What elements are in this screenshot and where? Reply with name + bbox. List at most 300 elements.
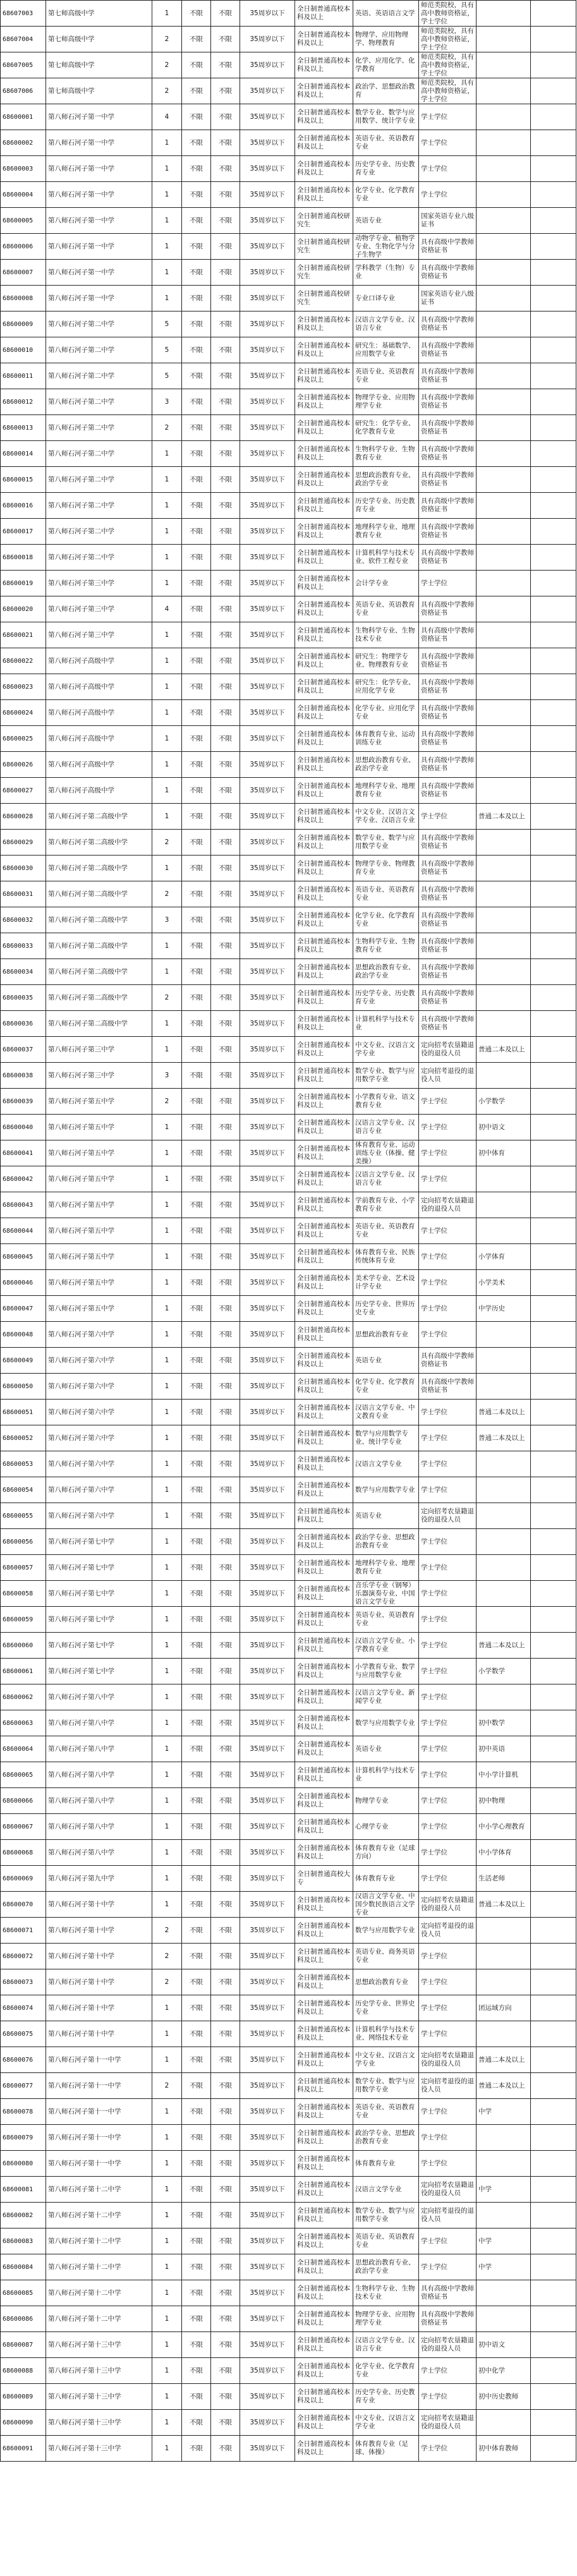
age-cell: 35周岁以下 xyxy=(240,1710,295,1736)
major-cell: 英语专业、英语教育专业 xyxy=(353,2228,419,2254)
education-cell: 全日制普通高校本科及以上 xyxy=(295,1529,353,1555)
employer-cell: 第八师石河子第十中学 xyxy=(46,1944,152,1969)
employer-cell: 第八师石河子第八中学 xyxy=(46,1814,152,1840)
extra-cell xyxy=(531,1218,576,1244)
education-cell: 全日制普通高校本科及以上 xyxy=(295,1969,353,1995)
table-row xyxy=(1,1503,576,1529)
age-cell: 35周岁以下 xyxy=(240,389,295,415)
extra-cell xyxy=(531,1788,576,1814)
requirement-cell: 具有高级中学教师资格证书 xyxy=(419,234,477,260)
major-cell: 地理科学专业、地理教育专业 xyxy=(353,778,419,804)
employer-cell: 第八师石河子第八中学 xyxy=(46,1762,152,1788)
employer-cell: 第八师石河子第二高级中学 xyxy=(46,933,152,959)
education-cell: 全日制普通高校本科及以上 xyxy=(295,156,353,182)
extra-cell xyxy=(531,2099,576,2125)
gender-cell: 不限 xyxy=(182,1762,211,1788)
remark-cell: 小学美术 xyxy=(477,1270,531,1296)
position-code-cell: 68600017 xyxy=(1,519,46,545)
education-cell: 全日制普通高校本科及以上 xyxy=(295,1944,353,1969)
remark-cell xyxy=(477,1348,531,1374)
table-row xyxy=(1,286,576,311)
extra-cell xyxy=(531,1037,576,1063)
position-code-cell: 68600066 xyxy=(1,1788,46,1814)
remark-cell: 初中英语 xyxy=(477,1736,531,1762)
table-row xyxy=(1,234,576,260)
age-cell: 35周岁以下 xyxy=(240,1192,295,1218)
extra-cell xyxy=(531,700,576,726)
employer-cell: 第八师石河子第二中学 xyxy=(46,519,152,545)
age-cell: 35周岁以下 xyxy=(240,1969,295,1995)
position-code-cell: 68600032 xyxy=(1,907,46,933)
age-cell: 35周岁以下 xyxy=(240,856,295,881)
headcount-cell: 1 xyxy=(152,2436,182,2462)
table-row xyxy=(1,571,576,596)
remark-cell: 初中物理 xyxy=(477,1788,531,1814)
ethnicity-cell: 不限 xyxy=(211,311,240,337)
age-cell: 35周岁以下 xyxy=(240,674,295,700)
headcount-cell: 1 xyxy=(152,1400,182,1425)
major-cell: 数学专业、数学与应用数学专业 xyxy=(353,1063,419,1089)
extra-cell xyxy=(531,959,576,985)
remark-cell xyxy=(477,104,531,130)
employer-cell: 第八师石河子第二高级中学 xyxy=(46,804,152,830)
requirement-cell: 学士学位 xyxy=(419,1555,477,1581)
headcount-cell: 1 xyxy=(152,674,182,700)
requirement-cell: 学士学位 xyxy=(419,2384,477,2410)
ethnicity-cell: 不限 xyxy=(211,1503,240,1529)
major-cell: 生物科学专业、生物技术专业 xyxy=(353,2280,419,2306)
requirement-cell: 学士学位 xyxy=(419,1451,477,1477)
ethnicity-cell: 不限 xyxy=(211,493,240,519)
major-cell: 汉语言文学专业、汉语言专业 xyxy=(353,311,419,337)
headcount-cell: 1 xyxy=(152,1,182,27)
gender-cell: 不限 xyxy=(182,1944,211,1969)
employer-cell: 第八师石河子第七中学 xyxy=(46,1581,152,1607)
table-row xyxy=(1,2047,576,2073)
headcount-cell: 1 xyxy=(152,778,182,804)
major-cell: 汉语言文学专业、汉语言专业 xyxy=(353,1166,419,1192)
ethnicity-cell: 不限 xyxy=(211,674,240,700)
table-row xyxy=(1,674,576,700)
gender-cell: 不限 xyxy=(182,104,211,130)
extra-cell xyxy=(531,208,576,234)
headcount-cell: 1 xyxy=(152,260,182,286)
table-row xyxy=(1,1063,576,1089)
remark-cell xyxy=(477,1684,531,1710)
education-cell: 全日制普通高校本科及以上 xyxy=(295,959,353,985)
position-code-cell: 68600087 xyxy=(1,2332,46,2358)
employer-cell: 第八师石河子第五中学 xyxy=(46,1089,152,1115)
table-row xyxy=(1,78,576,104)
requirement-cell: 具有高级中学教师资格证书 xyxy=(419,752,477,778)
major-cell: 学科教学（生物）专业 xyxy=(353,260,419,286)
ethnicity-cell: 不限 xyxy=(211,648,240,674)
age-cell: 35周岁以下 xyxy=(240,2410,295,2436)
position-code-cell: 68600090 xyxy=(1,2410,46,2436)
requirement-cell: 具有高级中学教师资格证书 xyxy=(419,415,477,441)
headcount-cell: 2 xyxy=(152,52,182,78)
extra-cell xyxy=(531,907,576,933)
requirement-cell: 具有高级中学教师资格证书 xyxy=(419,441,477,467)
education-cell: 全日制普通高校本科及以上 xyxy=(295,130,353,156)
ethnicity-cell: 不限 xyxy=(211,2125,240,2151)
education-cell: 全日制普通高校本科及以上 xyxy=(295,1995,353,2021)
headcount-cell: 2 xyxy=(152,1089,182,1115)
gender-cell: 不限 xyxy=(182,2073,211,2099)
headcount-cell: 1 xyxy=(152,1451,182,1477)
education-cell: 全日制普通高校本科及以上 xyxy=(295,1892,353,1918)
headcount-cell: 1 xyxy=(152,804,182,830)
age-cell: 35周岁以下 xyxy=(240,2177,295,2203)
employer-cell: 第八师石河子第二中学 xyxy=(46,363,152,389)
headcount-cell: 1 xyxy=(152,1348,182,1374)
ethnicity-cell: 不限 xyxy=(211,752,240,778)
table-row xyxy=(1,1659,576,1684)
remark-cell xyxy=(477,156,531,182)
education-cell: 全日制普通高校本科及以上 xyxy=(295,1477,353,1503)
employer-cell: 第八师石河子第三中学 xyxy=(46,622,152,648)
gender-cell: 不限 xyxy=(182,208,211,234)
remark-cell xyxy=(477,856,531,881)
position-code-cell: 68600020 xyxy=(1,596,46,622)
education-cell: 全日制普通高校研究生 xyxy=(295,234,353,260)
headcount-cell: 1 xyxy=(152,1115,182,1140)
table-row xyxy=(1,27,576,52)
major-cell: 体育教育专业 xyxy=(353,1866,419,1892)
headcount-cell: 1 xyxy=(152,2125,182,2151)
table-row xyxy=(1,596,576,622)
remark-cell xyxy=(477,2203,531,2228)
education-cell: 全日制普通高校研究生 xyxy=(295,286,353,311)
extra-cell xyxy=(531,1866,576,1892)
age-cell: 35周岁以下 xyxy=(240,2436,295,2462)
major-cell: 汉语言文学专业 xyxy=(353,1451,419,1477)
headcount-cell: 1 xyxy=(152,1840,182,1866)
position-code-cell: 68600084 xyxy=(1,2254,46,2280)
position-code-cell: 68600035 xyxy=(1,985,46,1011)
gender-cell: 不限 xyxy=(182,156,211,182)
major-cell: 英语专业 xyxy=(353,208,419,234)
major-cell: 历史学专业、历史教育专业 xyxy=(353,493,419,519)
gender-cell: 不限 xyxy=(182,1659,211,1684)
education-cell: 全日制普通高校本科及以上 xyxy=(295,985,353,1011)
requirement-cell: 定向招考农垦籍退役的退役人员 xyxy=(419,2177,477,2203)
requirement-cell: 定向招考农垦籍退役的退役人员 xyxy=(419,2332,477,2358)
gender-cell: 不限 xyxy=(182,2125,211,2151)
requirement-cell: 学士学位 xyxy=(419,2151,477,2177)
major-cell: 体育教育专业 xyxy=(353,2151,419,2177)
age-cell: 35周岁以下 xyxy=(240,1244,295,1270)
headcount-cell: 1 xyxy=(152,1477,182,1503)
employer-cell: 第八师石河子第一中学 xyxy=(46,208,152,234)
requirement-cell: 具有高级中学教师资格证书 xyxy=(419,985,477,1011)
ethnicity-cell: 不限 xyxy=(211,907,240,933)
education-cell: 全日制普通高校本科及以上 xyxy=(295,1348,353,1374)
gender-cell: 不限 xyxy=(182,571,211,596)
employer-cell: 第八师石河子高级中学 xyxy=(46,700,152,726)
major-cell: 思想政治教育专业 xyxy=(353,1969,419,1995)
position-code-cell: 68600008 xyxy=(1,286,46,311)
requirement-cell: 学士学位 xyxy=(419,1710,477,1736)
remark-cell: 生活老师 xyxy=(477,1866,531,1892)
position-code-cell: 68600051 xyxy=(1,1400,46,1425)
employer-cell: 第八师石河子第三中学 xyxy=(46,1063,152,1089)
education-cell: 全日制普通高校本科及以上 xyxy=(295,674,353,700)
table-row xyxy=(1,1892,576,1918)
remark-cell: 初中语文 xyxy=(477,2332,531,2358)
requirement-cell: 具有高级中学教师资格证书 xyxy=(419,545,477,571)
position-code-cell: 68600019 xyxy=(1,571,46,596)
major-cell: 数学与应用数学专业、统计学专业 xyxy=(353,1425,419,1451)
major-cell: 汉语言文学专业、中文教育专业 xyxy=(353,1400,419,1425)
headcount-cell: 1 xyxy=(152,1814,182,1840)
ethnicity-cell: 不限 xyxy=(211,1840,240,1866)
remark-cell: 中学 xyxy=(477,2228,531,2254)
education-cell: 全日制普通高校本科及以上 xyxy=(295,1063,353,1089)
extra-cell xyxy=(531,648,576,674)
ethnicity-cell: 不限 xyxy=(211,1477,240,1503)
table-row xyxy=(1,1192,576,1218)
major-cell: 思想政治教育专业、政治学专业 xyxy=(353,2254,419,2280)
extra-cell xyxy=(531,2410,576,2436)
position-code-cell: 68600072 xyxy=(1,1944,46,1969)
requirement-cell: 学士学位 xyxy=(419,104,477,130)
major-cell: 数学与应用数学专业 xyxy=(353,1918,419,1944)
employer-cell: 第七师高级中学 xyxy=(46,27,152,52)
major-cell: 研究生：化学专业、化学教育专业 xyxy=(353,415,419,441)
headcount-cell: 2 xyxy=(152,1969,182,1995)
education-cell: 全日制普通高校本科及以上 xyxy=(295,1659,353,1684)
position-code-cell: 68600060 xyxy=(1,1633,46,1659)
table-row xyxy=(1,182,576,208)
employer-cell: 第八师石河子第二中学 xyxy=(46,441,152,467)
education-cell: 全日制普通高校本科及以上 xyxy=(295,1710,353,1736)
education-cell: 全日制普通高校本科及以上 xyxy=(295,804,353,830)
requirement-cell: 定向招考退役的退役人员 xyxy=(419,2203,477,2228)
remark-cell xyxy=(477,2410,531,2436)
remark-cell xyxy=(477,1166,531,1192)
gender-cell: 不限 xyxy=(182,286,211,311)
age-cell: 35周岁以下 xyxy=(240,519,295,545)
table-row xyxy=(1,985,576,1011)
remark-cell xyxy=(477,1607,531,1633)
gender-cell: 不限 xyxy=(182,1374,211,1400)
remark-cell xyxy=(477,752,531,778)
employer-cell: 第八师石河子高级中学 xyxy=(46,752,152,778)
table-row xyxy=(1,1425,576,1451)
extra-cell xyxy=(531,337,576,363)
remark-cell: 团运域方向 xyxy=(477,1995,531,2021)
requirement-cell: 具有高级中学教师资格证书 xyxy=(419,881,477,907)
gender-cell: 不限 xyxy=(182,1607,211,1633)
ethnicity-cell: 不限 xyxy=(211,2410,240,2436)
ethnicity-cell: 不限 xyxy=(211,2254,240,2280)
table-row xyxy=(1,1995,576,2021)
employer-cell: 第八师石河子第九中学 xyxy=(46,1866,152,1892)
employer-cell: 第八师石河子第十二中学 xyxy=(46,2177,152,2203)
table-row xyxy=(1,881,576,907)
employer-cell: 第八师石河子第十一中学 xyxy=(46,2073,152,2099)
remark-cell: 初中体育教师 xyxy=(477,2436,531,2462)
requirement-cell: 定向招考农垦籍退役的退役人员 xyxy=(419,1037,477,1063)
gender-cell: 不限 xyxy=(182,804,211,830)
gender-cell: 不限 xyxy=(182,1063,211,1089)
gender-cell: 不限 xyxy=(182,545,211,571)
age-cell: 35周岁以下 xyxy=(240,1633,295,1659)
major-cell: 专业口译专业 xyxy=(353,286,419,311)
education-cell: 全日制普通高校本科及以上 xyxy=(295,27,353,52)
age-cell: 35周岁以下 xyxy=(240,2203,295,2228)
extra-cell xyxy=(531,752,576,778)
position-code-cell: 68600077 xyxy=(1,2073,46,2099)
extra-cell xyxy=(531,596,576,622)
ethnicity-cell: 不限 xyxy=(211,234,240,260)
remark-cell: 普通二本及以上 xyxy=(477,1892,531,1918)
position-code-cell: 68600001 xyxy=(1,104,46,130)
age-cell: 35周岁以下 xyxy=(240,130,295,156)
age-cell: 35周岁以下 xyxy=(240,1503,295,1529)
table-row xyxy=(1,1684,576,1710)
age-cell: 35周岁以下 xyxy=(240,1451,295,1477)
headcount-cell: 1 xyxy=(152,1140,182,1166)
table-row xyxy=(1,1374,576,1400)
headcount-cell: 3 xyxy=(152,907,182,933)
remark-cell: 中学 xyxy=(477,2099,531,2125)
education-cell: 全日制普通高校本科及以上 xyxy=(295,700,353,726)
extra-cell xyxy=(531,1348,576,1374)
gender-cell: 不限 xyxy=(182,1,211,27)
headcount-cell: 1 xyxy=(152,2047,182,2073)
age-cell: 35周岁以下 xyxy=(240,1089,295,1115)
extra-cell xyxy=(531,1374,576,1400)
headcount-cell: 1 xyxy=(152,1788,182,1814)
employer-cell: 第八师石河子第二中学 xyxy=(46,337,152,363)
position-code-cell: 68600067 xyxy=(1,1814,46,1840)
major-cell: 汉语言文学专业、小学教育专业 xyxy=(353,1633,419,1659)
requirement-cell: 具有高级中学教师资格证书 xyxy=(419,2280,477,2306)
ethnicity-cell: 不限 xyxy=(211,1814,240,1840)
employer-cell: 第八师石河子第五中学 xyxy=(46,1140,152,1166)
remark-cell: 中小学体育 xyxy=(477,1840,531,1866)
position-code-cell: 68600053 xyxy=(1,1451,46,1477)
ethnicity-cell: 不限 xyxy=(211,571,240,596)
ethnicity-cell: 不限 xyxy=(211,1529,240,1555)
age-cell: 35周岁以下 xyxy=(240,700,295,726)
remark-cell xyxy=(477,571,531,596)
ethnicity-cell: 不限 xyxy=(211,1322,240,1348)
extra-cell xyxy=(531,311,576,337)
gender-cell: 不限 xyxy=(182,2410,211,2436)
major-cell: 物理学专业、物理教育专业 xyxy=(353,856,419,881)
gender-cell: 不限 xyxy=(182,27,211,52)
extra-cell xyxy=(531,2358,576,2384)
age-cell: 35周岁以下 xyxy=(240,959,295,985)
position-code-cell: 68600083 xyxy=(1,2228,46,2254)
ethnicity-cell: 不限 xyxy=(211,1866,240,1892)
extra-cell xyxy=(531,260,576,286)
extra-cell xyxy=(531,286,576,311)
education-cell: 全日制普通高校本科及以上 xyxy=(295,1555,353,1581)
table-row xyxy=(1,778,576,804)
ethnicity-cell: 不限 xyxy=(211,933,240,959)
requirement-cell: 师范类院校，具有高中教师资格证，学士学位 xyxy=(419,27,477,52)
age-cell: 35周岁以下 xyxy=(240,1555,295,1581)
education-cell: 全日制普通高校本科及以上 xyxy=(295,2047,353,2073)
position-code-cell: 68600044 xyxy=(1,1218,46,1244)
table-row xyxy=(1,2228,576,2254)
extra-cell xyxy=(531,1192,576,1218)
age-cell: 35周岁以下 xyxy=(240,2332,295,2358)
gender-cell: 不限 xyxy=(182,2228,211,2254)
gender-cell: 不限 xyxy=(182,726,211,752)
major-cell: 体育教育专业、运动训练专业（体操、健美操） xyxy=(353,1140,419,1166)
table-row xyxy=(1,363,576,389)
position-code-cell: 68600064 xyxy=(1,1736,46,1762)
requirement-cell: 学士学位 xyxy=(419,1866,477,1892)
age-cell: 35周岁以下 xyxy=(240,1607,295,1633)
education-cell: 全日制普通高校本科及以上 xyxy=(295,1374,353,1400)
remark-cell: 普通二本及以上 xyxy=(477,1425,531,1451)
gender-cell: 不限 xyxy=(182,2358,211,2384)
position-code-cell: 68600075 xyxy=(1,2021,46,2047)
employer-cell: 第八师石河子第八中学 xyxy=(46,1710,152,1736)
education-cell: 全日制普通高校本科及以上 xyxy=(295,1,353,27)
education-cell: 全日制普通高校本科及以上 xyxy=(295,337,353,363)
remark-cell: 小学数学 xyxy=(477,1659,531,1684)
remark-cell: 普通二本及以上 xyxy=(477,2047,531,2073)
remark-cell xyxy=(477,1503,531,1529)
position-code-cell: 68600054 xyxy=(1,1477,46,1503)
remark-cell xyxy=(477,881,531,907)
age-cell: 35周岁以下 xyxy=(240,622,295,648)
employer-cell: 第八师石河子第六中学 xyxy=(46,1477,152,1503)
major-cell: 生物科学专业、生物教育专业 xyxy=(353,933,419,959)
remark-cell xyxy=(477,441,531,467)
position-code-cell: 68600078 xyxy=(1,2099,46,2125)
ethnicity-cell: 不限 xyxy=(211,1,240,27)
age-cell: 35周岁以下 xyxy=(240,648,295,674)
headcount-cell: 1 xyxy=(152,156,182,182)
employer-cell: 第八师石河子第六中学 xyxy=(46,1400,152,1425)
employer-cell: 第八师石河子第十三中学 xyxy=(46,2436,152,2462)
age-cell: 35周岁以下 xyxy=(240,1529,295,1555)
age-cell: 35周岁以下 xyxy=(240,2254,295,2280)
gender-cell: 不限 xyxy=(182,467,211,493)
ethnicity-cell: 不限 xyxy=(211,1451,240,1477)
major-cell: 化学专业、化学教育专业 xyxy=(353,182,419,208)
extra-cell xyxy=(531,52,576,78)
gender-cell: 不限 xyxy=(182,1477,211,1503)
ethnicity-cell: 不限 xyxy=(211,1115,240,1140)
position-code-cell: 68600015 xyxy=(1,467,46,493)
headcount-cell: 1 xyxy=(152,467,182,493)
remark-cell xyxy=(477,726,531,752)
table-row xyxy=(1,2254,576,2280)
requirement-cell: 学士学位 xyxy=(419,2021,477,2047)
education-cell: 全日制普通高校本科及以上 xyxy=(295,441,353,467)
position-code-cell: 68600023 xyxy=(1,674,46,700)
gender-cell: 不限 xyxy=(182,1322,211,1348)
remark-cell xyxy=(477,2151,531,2177)
education-cell: 全日制普通高校本科及以上 xyxy=(295,1218,353,1244)
major-cell: 数学专业、数学与应用数学专业 xyxy=(353,2073,419,2099)
ethnicity-cell: 不限 xyxy=(211,1063,240,1089)
remark-cell: 初中语文 xyxy=(477,1115,531,1140)
table-row xyxy=(1,1788,576,1814)
age-cell: 35周岁以下 xyxy=(240,1659,295,1684)
table-row xyxy=(1,1322,576,1348)
extra-cell xyxy=(531,1011,576,1037)
